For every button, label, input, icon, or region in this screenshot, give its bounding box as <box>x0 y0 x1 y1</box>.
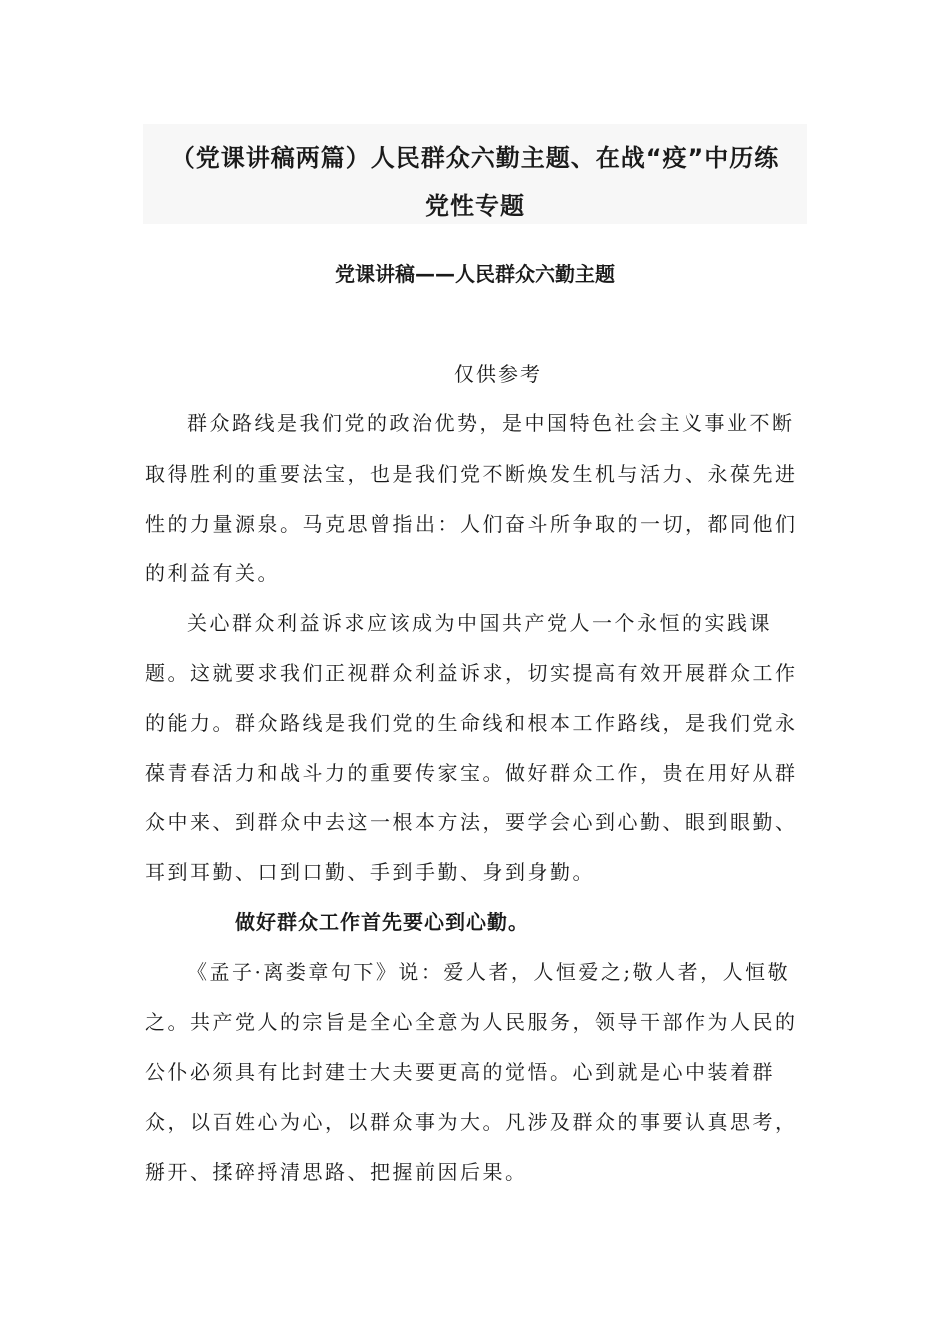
paragraph-line: 关心群众利益诉求应该成为中国共产党人一个永恒的实践课 <box>187 611 772 635</box>
paragraph-line: 取得胜利的重要法宝，也是我们党不断焕发生机与活力、永葆先进 <box>145 462 798 486</box>
paragraph-line: 众，以百姓心为心，以群众事为大。凡涉及群众的事要认真思考， <box>145 1110 798 1134</box>
paragraph-line: 葆青春活力和战斗力的重要传家宝。做好群众工作，贵在用好从群 <box>145 761 798 785</box>
paragraph-line: 《孟子·离娄章句下》说：爱人者，人恒爱之;敬人者，人恒敬 <box>187 960 791 984</box>
paragraph-line: 掰开、揉碎捋清思路、把握前因后果。 <box>145 1160 528 1184</box>
paragraph-line: 题。这就要求我们正视群众利益诉求，切实提高有效开展群众工作 <box>145 661 798 685</box>
document-title-line-1: （党课讲稿两篇）人民群众六勤主题、在战“疫”中历练 <box>170 144 780 172</box>
paragraph-line: 之。共产党人的宗旨是全心全意为人民服务，领导干部作为人民的 <box>145 1010 798 1034</box>
paragraph-line: 耳到耳勤、口到口勤、手到手勤、身到身勤。 <box>145 860 595 884</box>
paragraph-line: 群众路线是我们党的政治优势，是中国特色社会主义事业不断 <box>187 411 795 435</box>
reference-note: 仅供参考 <box>454 362 542 386</box>
paragraph-line: 众中来、到群众中去这一根本方法，要学会心到心勤、眼到眼勤、 <box>145 810 798 834</box>
paragraph-line: 的能力。群众路线是我们党的生命线和根本工作路线，是我们党永 <box>145 711 798 735</box>
document-title-block <box>143 124 807 224</box>
paragraph-line: 公仆必须具有比封建士大夫要更高的觉悟。心到就是心中装着群 <box>145 1060 775 1084</box>
paragraph-line: 性的力量源泉。马克思曾指出：人们奋斗所争取的一切，都同他们 <box>145 512 798 536</box>
document-subtitle: 党课讲稿——人民群众六勤主题 <box>335 262 615 286</box>
paragraph-line: 的利益有关。 <box>145 561 280 585</box>
document-title-line-2: 党性专题 <box>425 192 525 220</box>
section-heading: 做好群众工作首先要心到心勤。 <box>235 910 529 934</box>
